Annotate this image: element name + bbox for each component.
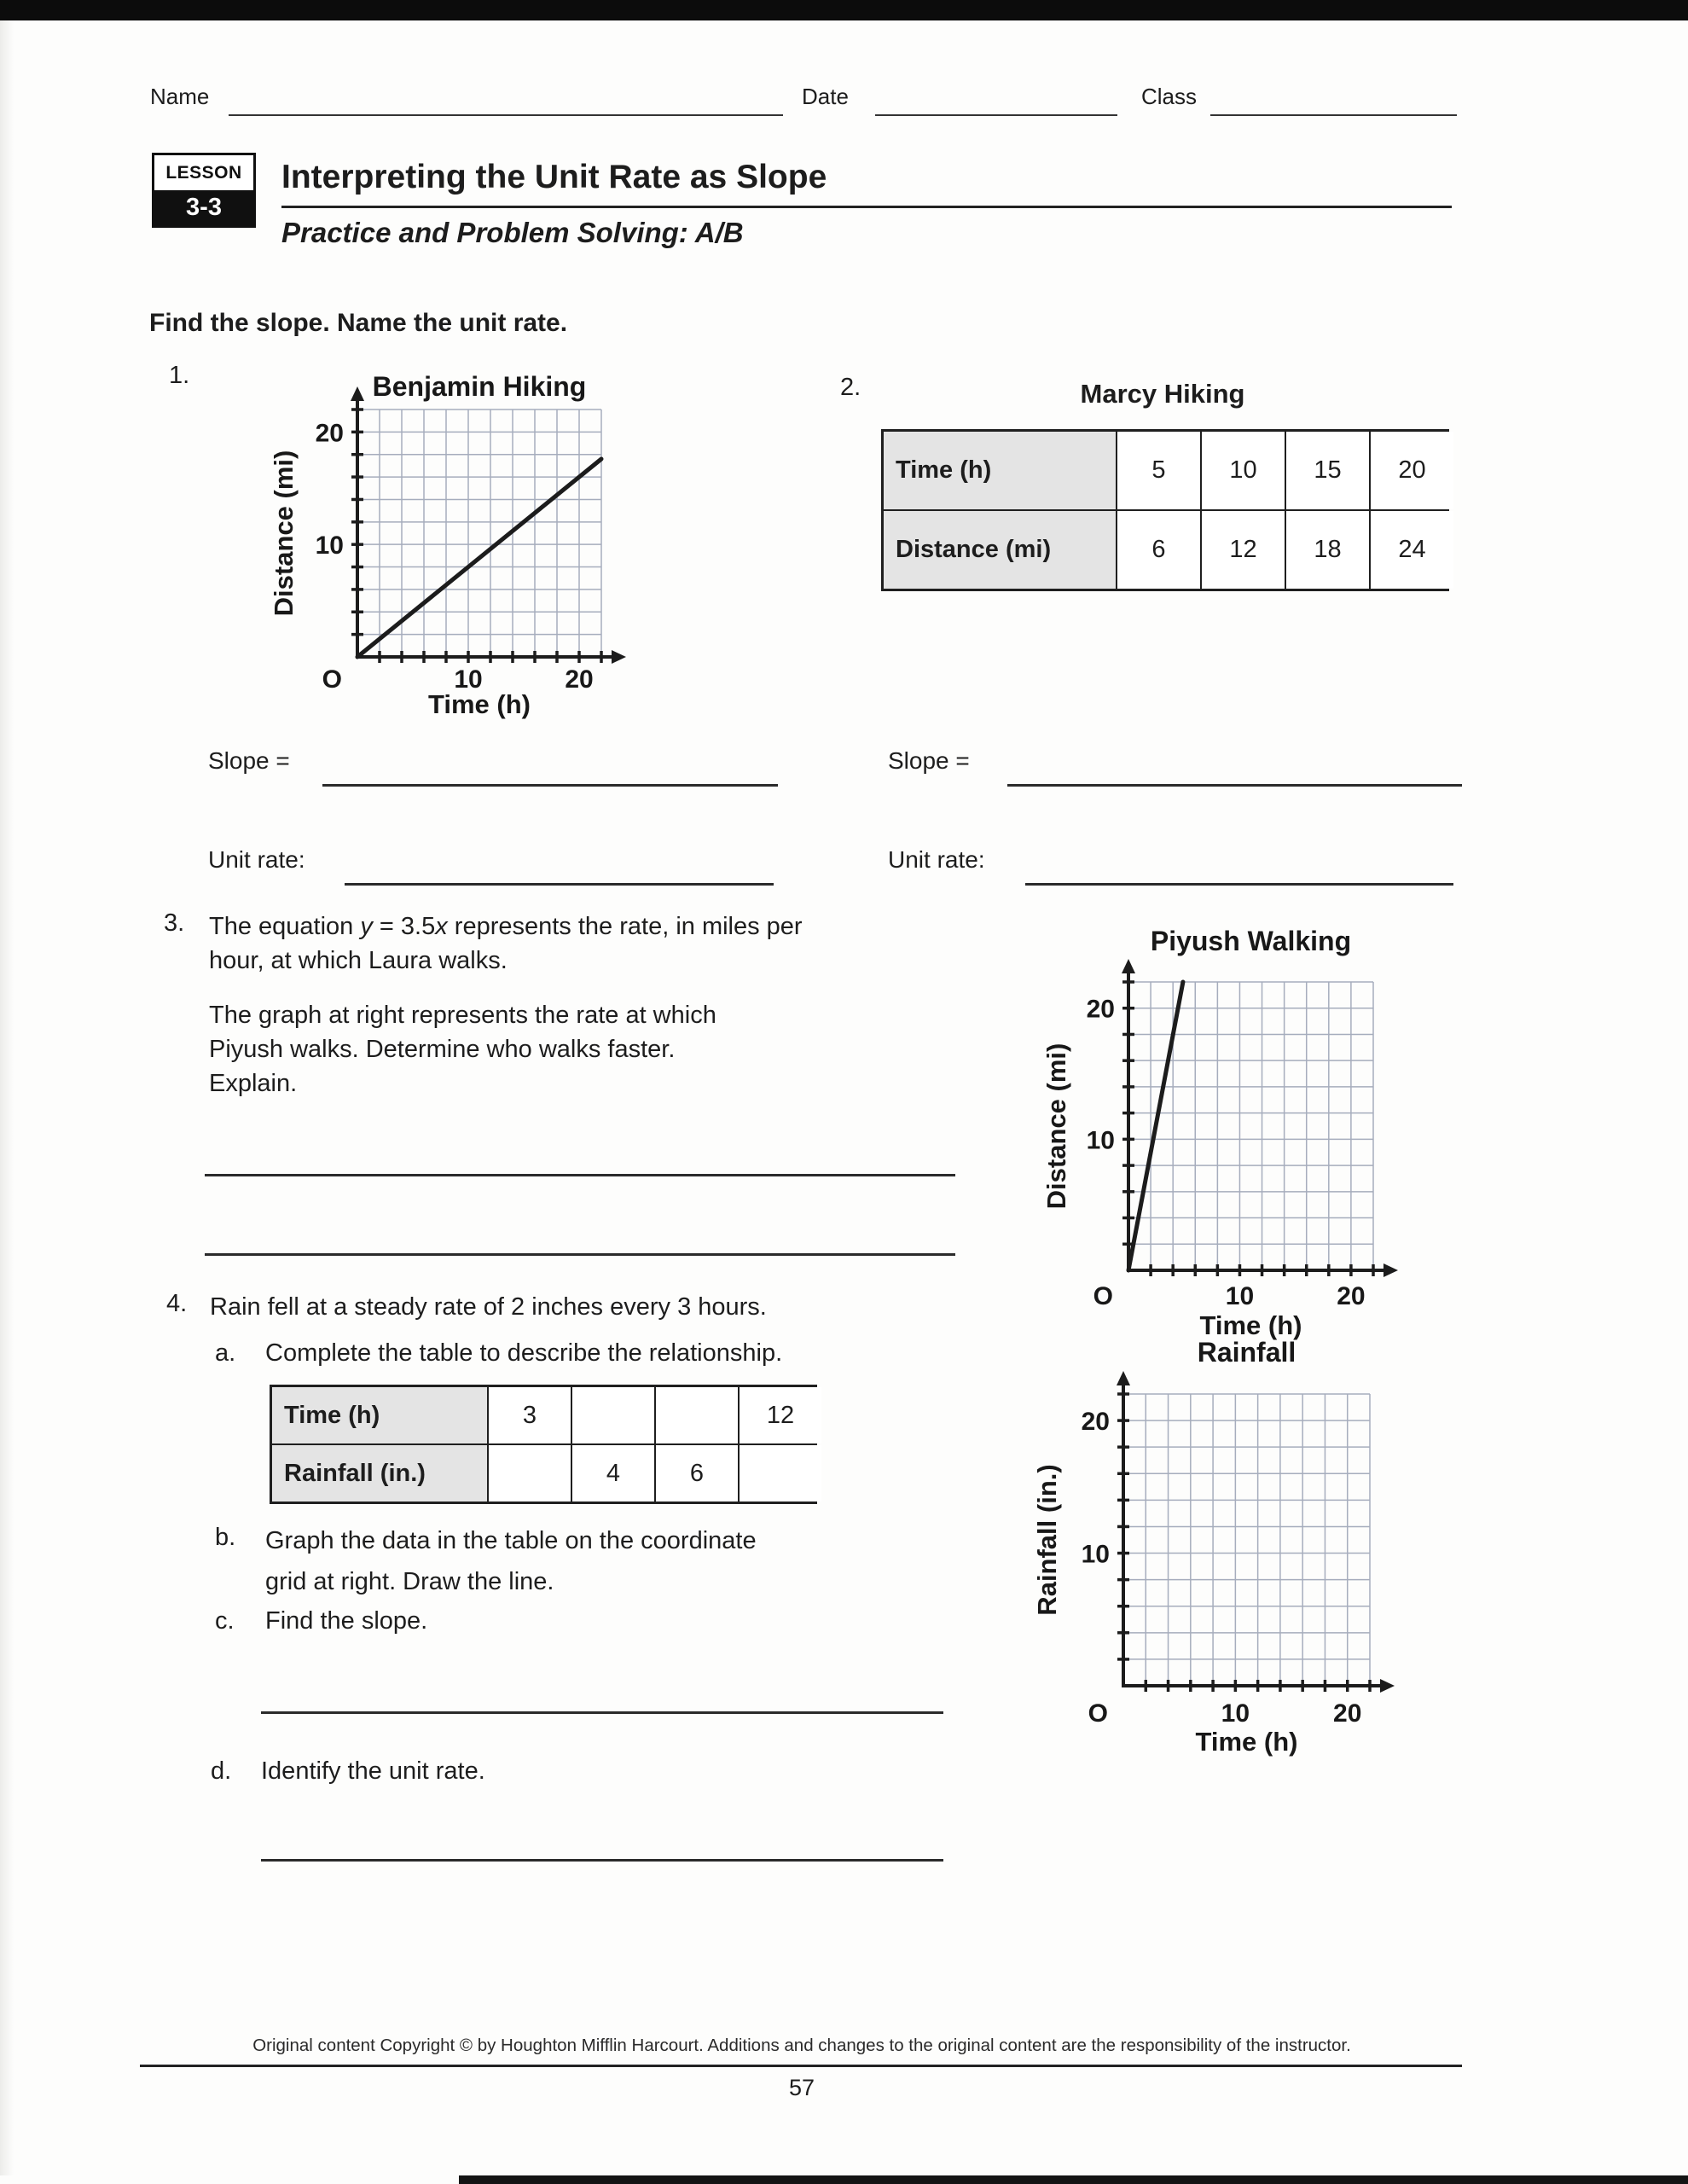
svg-text:Rainfall: Rainfall — [1197, 1337, 1296, 1368]
table-cell-empty[interactable] — [489, 1445, 571, 1502]
problem4-item-d-letter: d. — [211, 1757, 232, 1785]
instructions-text: Find the slope. Name the unit rate. — [149, 309, 568, 337]
copyright-text: Original content Copyright © by Houghton Mifflin Harcourt. Additions and changes to the original content are the responsibility of the instructor. — [252, 2036, 1351, 2055]
table-cell: 24 — [1371, 511, 1453, 589]
svg-text:O: O — [1093, 1282, 1113, 1310]
svg-text:10: 10 — [454, 665, 483, 694]
problem2-number: 2. — [840, 374, 861, 401]
class-blank-line[interactable] — [1210, 114, 1457, 116]
rainfall-graph[interactable] — [1006, 1331, 1407, 1762]
lesson-badge-word: LESSON — [165, 162, 242, 183]
svg-text:10: 10 — [1225, 1282, 1255, 1310]
table-cell: 5 — [1117, 432, 1200, 509]
svg-text:20: 20 — [315, 419, 344, 448]
table-cell-empty[interactable] — [656, 1387, 738, 1443]
svg-text:O: O — [322, 665, 342, 694]
table-row-label: Distance (mi) — [884, 511, 1116, 589]
table-cell-empty[interactable] — [740, 1445, 821, 1502]
svg-text:20: 20 — [1333, 1699, 1362, 1728]
problem3-answer-line-1[interactable] — [205, 1174, 955, 1176]
page-subtitle: Practice and Problem Solving: A/B — [281, 217, 744, 248]
problem4-item-b-letter: b. — [215, 1524, 236, 1551]
table-cell-empty[interactable] — [572, 1387, 654, 1443]
piyush-walking-graph — [1015, 906, 1416, 1345]
table-cell: 15 — [1286, 432, 1369, 509]
svg-text:Rainfall (in.): Rainfall (in.) — [1032, 1464, 1062, 1616]
unit-rate-answer-line-2[interactable] — [1025, 883, 1453, 886]
table-row-label: Rainfall (in.) — [272, 1445, 487, 1502]
problem3-text: represents the rate, in miles per hour, at which Laura walks. — [209, 913, 803, 974]
problem3-number: 3. — [164, 909, 185, 937]
svg-text:20: 20 — [1086, 995, 1115, 1024]
problem4-item-c-letter: c. — [215, 1607, 235, 1635]
benjamin-hiking-graph — [255, 355, 639, 735]
svg-text:Time (h): Time (h) — [1195, 1727, 1298, 1757]
problem4-c-answer-line[interactable] — [261, 1711, 943, 1714]
page-title: Interpreting the Unit Rate as Slope — [281, 159, 827, 195]
problem1-number: 1. — [169, 362, 190, 389]
class-label: Class — [1141, 84, 1198, 109]
svg-text:Piyush Walking: Piyush Walking — [1150, 926, 1352, 956]
variable-x: x — [435, 913, 448, 940]
problem4-intro: Rain fell at a steady rate of 2 inches every 3 hours. — [210, 1293, 767, 1321]
problem4-item-c-text: Find the slope. — [265, 1607, 428, 1635]
svg-text:O: O — [1088, 1699, 1108, 1728]
svg-text:Benjamin Hiking: Benjamin Hiking — [372, 371, 587, 402]
footer-rule — [140, 2065, 1462, 2067]
problem4-number: 4. — [166, 1290, 188, 1317]
problem4-item-b-text: Graph the data in the table on the coordinate grid at right. Draw the line. — [265, 1527, 757, 1595]
svg-text:Distance (mi): Distance (mi) — [1041, 1043, 1071, 1210]
unit-rate-answer-line-1[interactable] — [345, 883, 774, 886]
date-label: Date — [802, 84, 849, 109]
svg-text:Distance (mi): Distance (mi) — [269, 450, 299, 617]
problem3-paragraph-2: The graph at right represents the rate at which Piyush walks. Determine who walks faster. Explain. — [209, 1002, 716, 1097]
lesson-badge-number: 3-3 — [154, 190, 253, 225]
table-cell: 4 — [572, 1445, 654, 1502]
slope-label-1: Slope = — [208, 747, 290, 774]
date-blank-line[interactable] — [875, 114, 1117, 116]
marcy-hiking-table — [881, 429, 1449, 591]
svg-text:20: 20 — [1337, 1282, 1366, 1310]
svg-text:10: 10 — [1086, 1126, 1115, 1155]
table-cell: 20 — [1371, 432, 1453, 509]
table-cell: 10 — [1202, 432, 1285, 509]
slope-label-2: Slope = — [888, 747, 970, 774]
problem4-item-d-text: Identify the unit rate. — [261, 1757, 485, 1785]
table-cell: 12 — [1202, 511, 1285, 589]
lesson-badge — [152, 153, 256, 228]
problem4-item-a-letter: a. — [215, 1339, 236, 1367]
svg-text:Time (h): Time (h) — [1199, 1310, 1302, 1340]
svg-text:10: 10 — [1081, 1540, 1110, 1569]
rainfall-table — [270, 1385, 817, 1504]
table-cell: 18 — [1286, 511, 1369, 589]
page-number: 57 — [788, 2075, 815, 2100]
unit-rate-label-2: Unit rate: — [888, 846, 985, 873]
unit-rate-label-1: Unit rate: — [208, 846, 305, 873]
table-cell: 12 — [740, 1387, 821, 1443]
scan-artifact-left-shadow — [0, 20, 14, 2175]
svg-text:10: 10 — [1221, 1699, 1250, 1728]
table-row-label: Time (h) — [884, 432, 1116, 509]
table-cell: 6 — [656, 1445, 738, 1502]
problem4-d-answer-line[interactable] — [261, 1859, 943, 1862]
problem3-text: = 3.5 — [372, 913, 436, 940]
svg-text:10: 10 — [315, 531, 344, 561]
problem3-paragraph-1 — [209, 909, 832, 978]
name-label: Name — [150, 84, 210, 109]
scan-artifact-bottom-bar — [459, 2175, 1688, 2184]
scan-artifact-top-bar — [0, 0, 1688, 20]
table-cell: 3 — [489, 1387, 571, 1443]
slope-answer-line-1[interactable] — [322, 784, 778, 787]
problem4-item-a-text: Complete the table to describe the relationship. — [265, 1339, 783, 1367]
svg-text:20: 20 — [1081, 1408, 1110, 1437]
svg-text:Time (h): Time (h) — [428, 689, 531, 719]
table-cell: 6 — [1117, 511, 1200, 589]
slope-answer-line-2[interactable] — [1007, 784, 1462, 787]
marcy-table-title: Marcy Hiking — [1080, 379, 1245, 409]
table-row-label: Time (h) — [272, 1387, 487, 1443]
name-blank-line[interactable] — [229, 114, 783, 116]
problem3-answer-line-2[interactable] — [205, 1253, 955, 1256]
problem3-text: The equation — [209, 913, 361, 940]
title-rule — [281, 206, 1452, 208]
svg-text:20: 20 — [565, 665, 594, 694]
variable-y: y — [360, 913, 373, 940]
